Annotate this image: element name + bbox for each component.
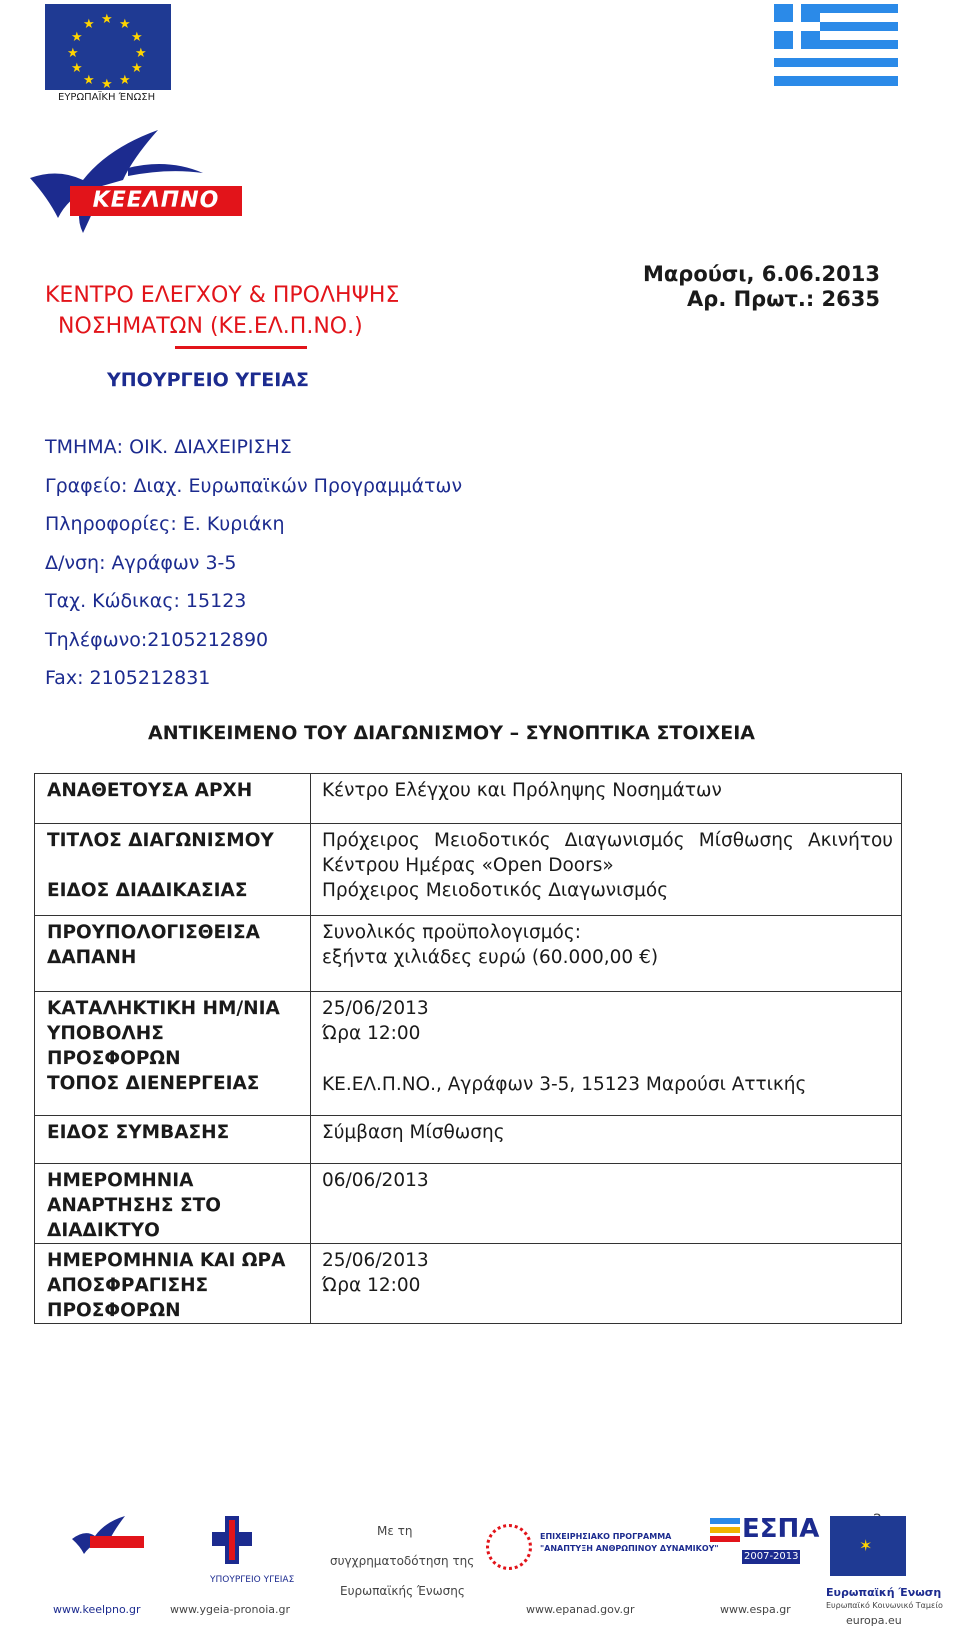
procedure-type-label: ΕΙΔΟΣ ΔΙΑΔΙΚΑΣΙΑΣ bbox=[47, 880, 248, 901]
opening-date: 25/06/2013 bbox=[322, 1250, 429, 1271]
protocol-number: Αρ. Πρωτ.: 2635 bbox=[687, 287, 880, 311]
budget-label-cell bbox=[35, 916, 311, 992]
cofinance-line3: Ευρωπαϊκής Ένωσης bbox=[340, 1584, 465, 1598]
tender-title-label: ΤΙΤΛΟΣ ΔΙΑΓΩΝΙΣΜΟΥ bbox=[47, 830, 274, 851]
greek-flag-logo bbox=[774, 4, 898, 86]
opening-date-label-line3: ΠΡΟΣΦΟΡΩΝ bbox=[47, 1300, 181, 1321]
opening-date-label-cell bbox=[35, 1244, 311, 1324]
deadline-value-cell bbox=[311, 992, 902, 1116]
budget-value-line2: εξήντα χιλιάδες ευρώ (60.000,00 €) bbox=[322, 947, 659, 968]
information-line: Πληροφορίες: Ε. Κυριάκη bbox=[45, 513, 285, 535]
posting-date-label-line2: ΑΝΑΡΤΗΣΗΣ ΣΤΟ bbox=[47, 1195, 221, 1216]
date-protocol-block bbox=[600, 262, 880, 312]
deadline-label-cell bbox=[35, 992, 311, 1116]
epanad-emblem-icon bbox=[486, 1524, 532, 1570]
table-row bbox=[35, 1164, 902, 1244]
small-red-bar bbox=[90, 1536, 144, 1548]
organization-name-line2: ΝΟΣΗΜΑΤΩΝ (ΚΕ.ΕΛ.Π.ΝΟ.) bbox=[58, 314, 363, 339]
section-title: ΑΝΤΙΚΕΙΜΕΝΟ ΤΟΥ ΔΙΑΓΩΝΙΣΜΟΥ – ΣΥΝΟΠΤΙΚΑ ΣΤΟΙΧΕΙΑ bbox=[148, 722, 756, 744]
department-line: ΤΜΗΜΑ: ΟΙΚ. ΔΙΑΧΕΙΡΙΣΗΣ bbox=[45, 436, 292, 458]
espa-years-bar bbox=[742, 1550, 800, 1564]
ministry-name: ΥΠΟΥΡΓΕΙΟ ΥΓΕΙΑΣ bbox=[107, 369, 310, 391]
table-row bbox=[35, 1244, 902, 1324]
keelpno-url: www.keelpno.gr bbox=[53, 1603, 141, 1616]
posting-date-label-line1: ΗΜΕΡΟΜΗΝΙΑ bbox=[47, 1170, 194, 1191]
tender-title-value: Πρόχειρος Μειοδοτικός Διαγωνισμός Μίσθωσης Ακινήτου Κέντρου Ημέρας «Open Doors» bbox=[322, 830, 893, 876]
deadline-time: Ώρα 12:00 bbox=[322, 1023, 421, 1044]
fax-line: Fax: 2105212831 bbox=[45, 667, 211, 689]
tender-title-cell bbox=[35, 824, 311, 916]
eu-small-flag bbox=[830, 1516, 906, 1576]
small-dove-icon bbox=[70, 1514, 130, 1554]
epanad-title-line2: "ΑΝΑΠΤΥΞΗ ΑΝΘΡΩΠΙΝΟΥ ΔΥΝΑΜΙΚΟΥ" bbox=[540, 1544, 719, 1553]
eu-fund: Ευρωπαϊκό Κοινωνικό Ταμείο bbox=[826, 1601, 943, 1610]
address-line: Δ/νση: Αγράφων 3-5 bbox=[45, 551, 237, 574]
opening-date-value-cell bbox=[311, 1244, 902, 1324]
table-row bbox=[35, 1116, 902, 1164]
eu-flag-logo: ★ ★ ★ ★ ★ ★ ★ ★ ★ ★ ★ ★ bbox=[45, 4, 171, 90]
budget-label-line2: ΔΑΠΑΝΗ bbox=[47, 947, 137, 968]
deadline-label-line1: ΚΑΤΑΛΗΚΤΙΚΗ ΗΜ/ΝΙΑ bbox=[47, 998, 280, 1019]
office-line: Γραφείο: Διαχ. Ευρωπαϊκών Προγραμμάτων bbox=[45, 474, 463, 497]
espa-bars-icon bbox=[710, 1518, 740, 1548]
venue-value: ΚΕ.ΕΛ.Π.ΝΟ., Αγράφων 3-5, 15123 Μαρούσι Αττικής bbox=[322, 1074, 807, 1095]
opening-date-label-line1: ΗΜΕΡΟΜΗΝΙΑ ΚΑΙ ΩΡΑ bbox=[47, 1250, 286, 1271]
contracting-authority-label: ΑΝΑΘΕΤΟΥΣΑ ΑΡΧΗ bbox=[35, 774, 311, 824]
procedure-type-value: Πρόχειρος Μειοδοτικός Διαγωνισμός bbox=[322, 880, 669, 901]
footer-cofinance-text bbox=[330, 1510, 475, 1620]
organization-name bbox=[45, 280, 465, 342]
dove-icon bbox=[28, 128, 218, 238]
footer-ministry-logo bbox=[170, 1510, 310, 1620]
espa-years: 2007-2013 bbox=[744, 1551, 799, 1562]
contact-info bbox=[45, 436, 462, 706]
organization-underline bbox=[175, 346, 307, 349]
contracting-authority-value: Κέντρο Ελέγχου και Πρόληψης Νοσημάτων bbox=[311, 774, 902, 824]
posting-date-label-line3: ΔΙΑΔΙΚΤΥΟ bbox=[47, 1220, 160, 1241]
cofinance-line2: συγχρηματοδότηση της bbox=[330, 1554, 475, 1568]
table-row bbox=[35, 824, 902, 916]
eu-name: Ευρωπαϊκή Ένωση bbox=[826, 1586, 942, 1599]
table-row bbox=[35, 774, 902, 824]
posting-date-value: 06/06/2013 bbox=[311, 1164, 902, 1244]
epanad-title-line1: ΕΠΙΧΕΙΡΗΣΙΑΚΟ ΠΡΟΓΡΑΜΜΑ bbox=[540, 1532, 672, 1541]
eu-caption: ΕΥΡΩΠΑΪΚΗ ΈΝΩΣΗ bbox=[58, 92, 156, 103]
postal-code-line: Ταχ. Κώδικας: 15123 bbox=[45, 590, 247, 612]
deadline-date: 25/06/2013 bbox=[322, 998, 429, 1019]
keelpno-logo-text: ΚΕΕΛΠΝΟ bbox=[70, 186, 242, 216]
footer-keelpno-logo bbox=[50, 1510, 150, 1620]
venue-label: ΤΟΠΟΣ ΔΙΕΝΕΡΓΕΙΑΣ bbox=[47, 1073, 260, 1094]
eu-url: europa.eu bbox=[846, 1614, 902, 1627]
opening-date-label-line2: ΑΠΟΣΦΡΑΓΙΣΗΣ bbox=[47, 1275, 209, 1296]
cofinance-line1: Με τη bbox=[377, 1524, 413, 1538]
footer-epanad-logo bbox=[484, 1510, 719, 1620]
ministry-logo-text: ΥΠΟΥΡΓΕΙΟ ΥΓΕΙΑΣ bbox=[210, 1575, 295, 1585]
budget-value-cell bbox=[311, 916, 902, 992]
phone-line: Τηλέφωνο:2105212890 bbox=[45, 628, 269, 651]
posting-date-label-cell bbox=[35, 1164, 311, 1244]
espa-url: www.espa.gr bbox=[720, 1603, 791, 1616]
opening-time: Ώρα 12:00 bbox=[322, 1275, 421, 1296]
deadline-label-line2: ΥΠΟΒΟΛΗΣ bbox=[47, 1023, 164, 1044]
contract-type-label: ΕΙΔΟΣ ΣΥΜΒΑΣΗΣ bbox=[35, 1116, 311, 1164]
footer-eu-logo bbox=[826, 1510, 943, 1629]
table-row bbox=[35, 916, 902, 992]
summary-table bbox=[34, 773, 902, 1324]
contract-type-value: Σύμβαση Μίσθωσης bbox=[311, 1116, 902, 1164]
deadline-label-line3: ΠΡΟΣΦΟΡΩΝ bbox=[47, 1048, 181, 1069]
medical-cross-icon bbox=[212, 1516, 252, 1564]
table-row bbox=[35, 992, 902, 1116]
budget-label-line1: ΠΡΟΥΠΟΛΟΓΙΣΘΕΙΣΑ bbox=[47, 922, 260, 943]
organization-name-line1: ΚΕΝΤΡΟ ΕΛΕΓΧΟΥ & ΠΡΟΛΗΨΗΣ bbox=[45, 283, 400, 308]
document-date: Μαρούσι, 6.06.2013 bbox=[642, 262, 880, 286]
ministry-url: www.ygeia-pronoia.gr bbox=[170, 1603, 290, 1616]
epanad-url: www.epanad.gov.gr bbox=[526, 1603, 635, 1616]
footer-espa-logo bbox=[706, 1510, 820, 1620]
keelpno-logo bbox=[28, 128, 218, 238]
budget-value-line1: Συνολικός προϋπολογισμός: bbox=[322, 922, 581, 943]
footer-logos bbox=[0, 1510, 960, 1629]
espa-name: ΕΣΠΑ bbox=[742, 1514, 820, 1544]
eu-stars-icon: ✶ bbox=[859, 1536, 871, 1555]
tender-title-value-cell bbox=[311, 824, 902, 916]
